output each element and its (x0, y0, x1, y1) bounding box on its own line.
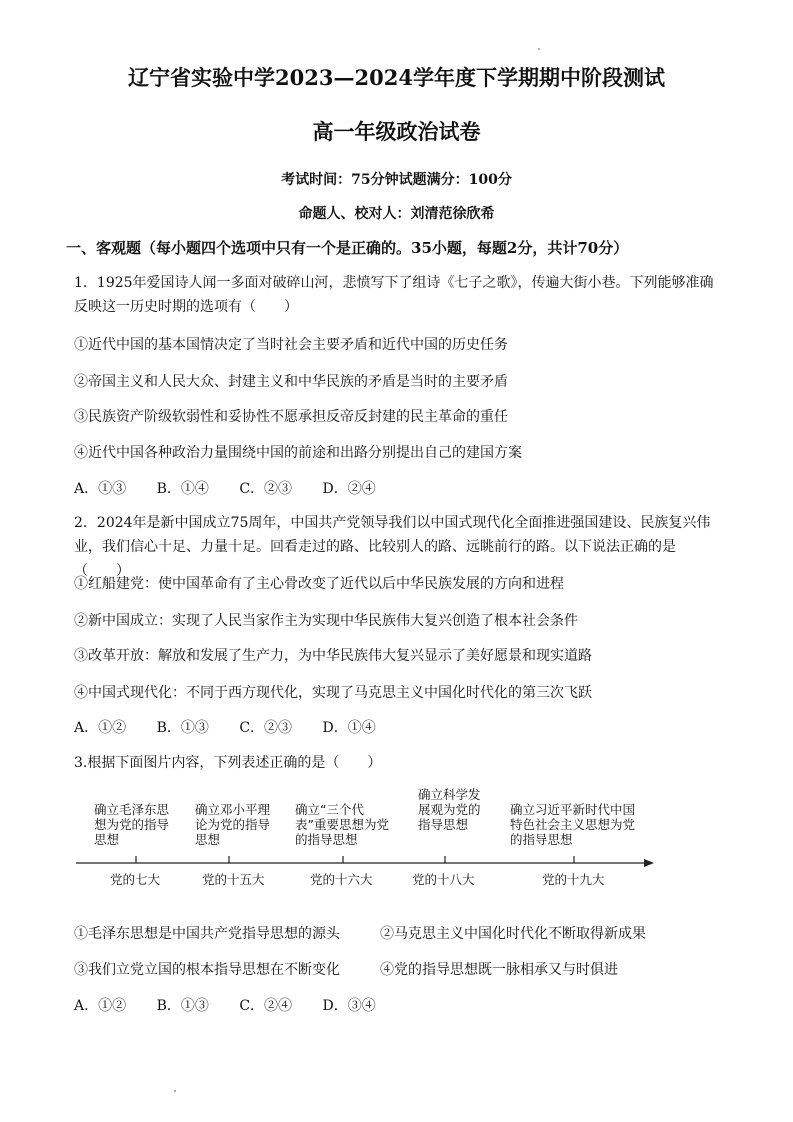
question-2-stem: 2．2024年是新中国成立75周年，中国共产党领导我们以中国式现代化全面推进强国建设、民族复兴伟业，我们信心十足、力量十足。回看走过的路、比较别人的路、远眺前行的路。以下说法正确的是（ ） (74, 515, 711, 579)
timeline-label-2: 确立邓小平理论为党的指导思想 (195, 802, 271, 847)
q2-option-b[interactable]: B．①③ (156, 720, 209, 736)
q1-option-a[interactable]: A．①③ (74, 481, 127, 497)
timeline-party-3: 党的十六大 (310, 872, 373, 887)
timeline-party-5: 党的十九大 (542, 872, 605, 887)
q2-options (74, 717, 402, 737)
q2-option-c[interactable]: C．②③ (239, 720, 293, 736)
timeline-figure (74, 786, 664, 896)
timeline-label-5: 确立习近平新时代中国特色社会主义思想为党的指导思想 (510, 802, 636, 847)
timeline-label-1: 确立毛泽东思想为党的指导思想 (94, 802, 170, 847)
q1-option-b[interactable]: B．①④ (156, 481, 209, 497)
q1-statement-4: ④近代中国各种政治力量围绕中国的前途和出路分别提出自己的建国方案 (74, 445, 522, 461)
exam-info: 考试时间：75分钟试题满分：100分 (281, 172, 512, 188)
q3-options (74, 995, 402, 1015)
q3-statement-3: ③我们立党立国的根本指导思想在不断变化 (74, 962, 340, 978)
q2-statement-1: ①红船建党：使中国革命有了主心骨改变了近代以后中华民族发展的方向和进程 (74, 576, 564, 592)
q2-option-d[interactable]: D．①④ (322, 720, 376, 736)
timeline-party-2: 党的十五大 (202, 872, 265, 887)
q3-option-b[interactable]: B．①③ (156, 998, 209, 1014)
q3-statement-4: ④党的指导思想既一脉相承又与时俱进 (380, 962, 618, 978)
q3-statement-2: ②马克思主义中国化时代化不断取得新成果 (380, 926, 646, 942)
exam-authors: 命题人、校对人：刘清范徐欣希 (298, 206, 495, 222)
scan-dot (174, 1090, 176, 1092)
q1-statement-2: ②帝国主义和人民大众、封建主义和中华民族的矛盾是当时的主要矛盾 (74, 374, 508, 390)
q2-option-a[interactable]: A．①② (74, 720, 127, 736)
q3-statement-1: ①毛泽东思想是中国共产党指导思想的源头 (74, 926, 340, 942)
exam-title: 辽宁省实验中学2023—2024学年度下学期期中阶段测试 (128, 65, 665, 90)
q3-option-a[interactable]: A．①② (74, 998, 127, 1014)
q2-statement-2: ②新中国成立：实现了人民当家作主为实现中华民族伟大复兴创造了根本社会条件 (74, 613, 578, 629)
q3-option-c[interactable]: C．②④ (239, 998, 293, 1014)
q2-statement-4: ④中国式现代化：不同于西方现代化，实现了马克思主义中国化时代化的第三次飞跃 (74, 685, 592, 701)
timeline-party-4: 党的十八大 (412, 872, 475, 887)
exam-subtitle: 高一年级政治试卷 (312, 119, 481, 144)
question-1-stem: 1．1925年爱国诗人闻一多面对破碎山河，悲愤写下了组诗《七子之歌》，传遍大街小巷。下列能够准确反映这一历史时期的选项有（ ） (74, 275, 714, 315)
timeline-label-3: 确立“三个代表”重要思想为党的指导思想 (295, 802, 389, 847)
q3-option-d[interactable]: D．③④ (322, 998, 376, 1014)
q1-options (74, 478, 402, 498)
q1-statement-1: ①近代中国的基本国情决定了当时社会主要矛盾和近代中国的历史任务 (74, 337, 508, 353)
section-heading: 一、客观题（每小题四个选项中只有一个是正确的。35小题，每题2分，共计70分） (66, 239, 629, 257)
question-3-stem: 3.根据下面图片内容，下列表述正确的是（ ） (74, 755, 382, 771)
scan-dot (538, 48, 540, 50)
q1-option-d[interactable]: D．②④ (322, 481, 376, 497)
q1-statement-3: ③民族资产阶级软弱性和妥协性不愿承担反帝反封建的民主革命的重任 (74, 409, 508, 425)
timeline-label-4: 确立科学发展观为党的指导思想 (418, 787, 481, 832)
q2-statement-3: ③改革开放：解放和发展了生产力，为中华民族伟大复兴显示了美好愿景和现实道路 (74, 648, 592, 664)
q1-option-c[interactable]: C．②③ (239, 481, 293, 497)
timeline-party-1: 党的七大 (110, 872, 161, 887)
